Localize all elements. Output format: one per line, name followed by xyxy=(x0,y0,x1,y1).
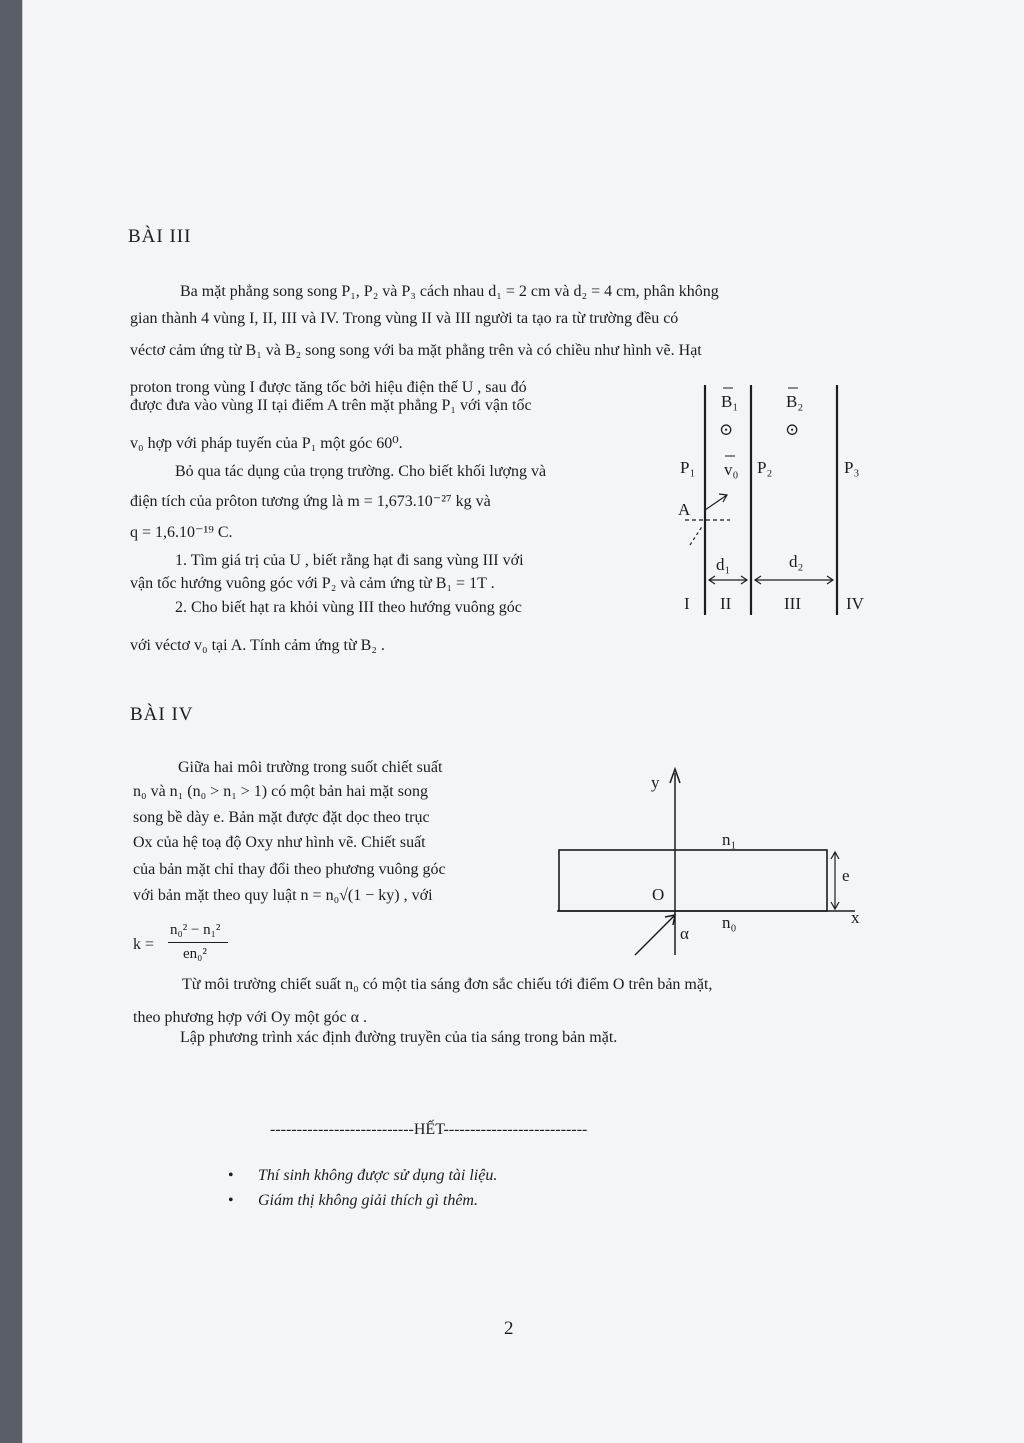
section-heading-bai3: BÀI III xyxy=(128,226,192,247)
bai3-line-13: với véctơ v₀ tại A. Tính cảm ứng từ B₂ . xyxy=(130,637,385,654)
formula-numerator: n₀² − n₁² xyxy=(170,922,221,938)
p2-label: P₂ xyxy=(757,458,773,477)
bai3-line-12: 2. Cho biết hạt ra khỏi vùng III theo hướng vuông góc xyxy=(175,599,522,616)
bai3-line-10: 1. Tìm giá trị của U , biết rằng hạt đi sang vùng III với xyxy=(175,552,524,569)
bai4-line-6: với bản mặt theo quy luật n = n₀√(1 − ky) , với xyxy=(133,887,433,904)
x-axis-label: x xyxy=(851,908,860,927)
section-heading-bai4: BÀI IV xyxy=(130,704,194,725)
bai4-after-3: Lập phương trình xác định đường truyền của tia sáng trong bản mặt. xyxy=(180,1029,618,1046)
p3-label: P₃ xyxy=(844,458,860,477)
bai3-line-2: gian thành 4 vùng I, II, III và IV. Trong vùng II và III người ta tạo ra từ trường đều có xyxy=(130,310,679,327)
b1-label: B₁ xyxy=(721,392,739,411)
bai3-line-5: được đưa vào vùng II tại điểm A trên mặt phẳng P₁ với vận tốc xyxy=(130,397,532,414)
page-number: 2 xyxy=(504,1318,514,1339)
d2-label: d₂ xyxy=(789,552,804,571)
bai4-after-1: Từ môi trường chiết suất n₀ có một tia sáng đơn sắc chiếu tới điểm O trên bản mặt, xyxy=(182,976,713,993)
formula-fraction-bar xyxy=(168,942,228,943)
note-bullet-1: • xyxy=(228,1167,234,1184)
bai3-line-1: Ba mặt phẳng song song P₁, P₂ và P₃ cách nhau d₁ = 2 cm và d₂ = 4 cm, phân không xyxy=(180,283,719,300)
bai3-line-11: vận tốc hướng vuông góc với P₂ và cảm ứng từ B₁ = 1T . xyxy=(130,575,495,592)
page-shadow xyxy=(0,0,22,1443)
region-iv-label: IV xyxy=(846,594,864,613)
region-ii-label: II xyxy=(720,594,732,613)
point-a-label: A xyxy=(678,500,691,519)
alpha-label: α xyxy=(680,924,689,943)
thickness-e-label: e xyxy=(842,866,850,885)
d1-label: d₁ xyxy=(716,555,731,574)
bai3-line-3: véctơ cảm ứng từ B₁ và B₂ song song với ba mặt phẳng trên và có chiều như hình vẽ. Hạt xyxy=(130,342,702,359)
origin-label: O xyxy=(652,885,665,904)
bai4-line-5: của bản mặt chỉ thay đổi theo phương vuông góc xyxy=(133,861,446,878)
region-i-label: I xyxy=(684,594,690,613)
bai3-line-8: điện tích của prôton tương ứng là m = 1,673.10⁻²⁷ kg và xyxy=(130,493,491,510)
bai4-diagram xyxy=(555,765,875,965)
note-1: Thí sinh không được sử dụng tài liệu. xyxy=(258,1167,498,1184)
bai3-line-4: proton trong vùng I được tăng tốc bởi hiệu điện thế U , sau đó xyxy=(130,379,527,396)
v0-label: v₀ xyxy=(724,460,739,479)
b2-label: B₂ xyxy=(786,392,804,411)
formula-k-label: k = xyxy=(133,936,155,953)
n1-label: n₁ xyxy=(722,830,737,849)
bai4-line-3: song bề dày e. Bản mặt được đặt dọc theo trục xyxy=(133,809,430,826)
region-iii-label: III xyxy=(784,594,801,613)
b2-dot-icon: ⊙ xyxy=(785,420,800,439)
end-marker: ---------------------------HẾT--------------------------- xyxy=(270,1121,588,1138)
bai4-after-2: theo phương hợp với Oy một góc α . xyxy=(133,1009,367,1026)
light-ray xyxy=(635,915,675,955)
bai4-line-4: Ox của hệ toạ độ Oxy như hình vẽ. Chiết suất xyxy=(133,834,426,851)
note-2: Giám thị không giải thích gì thêm. xyxy=(258,1192,478,1209)
formula-denominator: en₀² xyxy=(183,946,207,962)
y-axis-label: y xyxy=(651,773,660,792)
b1-dot-icon: ⊙ xyxy=(719,420,734,439)
bai3-line-9: q = 1,6.10⁻¹⁹ C. xyxy=(130,524,233,541)
bai3-diagram xyxy=(665,375,895,625)
bai3-line-7: Bỏ qua tác dụng của trọng trường. Cho biết khối lượng và xyxy=(175,463,547,480)
bai4-line-1: Giữa hai môi trường trong suốt chiết suất xyxy=(178,759,443,776)
bai4-line-2: n₀ và n₁ (n₀ > n₁ > 1) có một bản hai mặt song xyxy=(133,783,428,800)
velocity-arrow xyxy=(705,495,727,510)
p1-label: P₁ xyxy=(680,458,696,477)
slab-rect xyxy=(559,850,827,911)
note-bullet-2: • xyxy=(228,1192,234,1209)
bai3-line-6: v₀ hợp với pháp tuyến của P₁ một góc 60⁰. xyxy=(130,435,403,452)
n0-label: n₀ xyxy=(722,913,737,932)
